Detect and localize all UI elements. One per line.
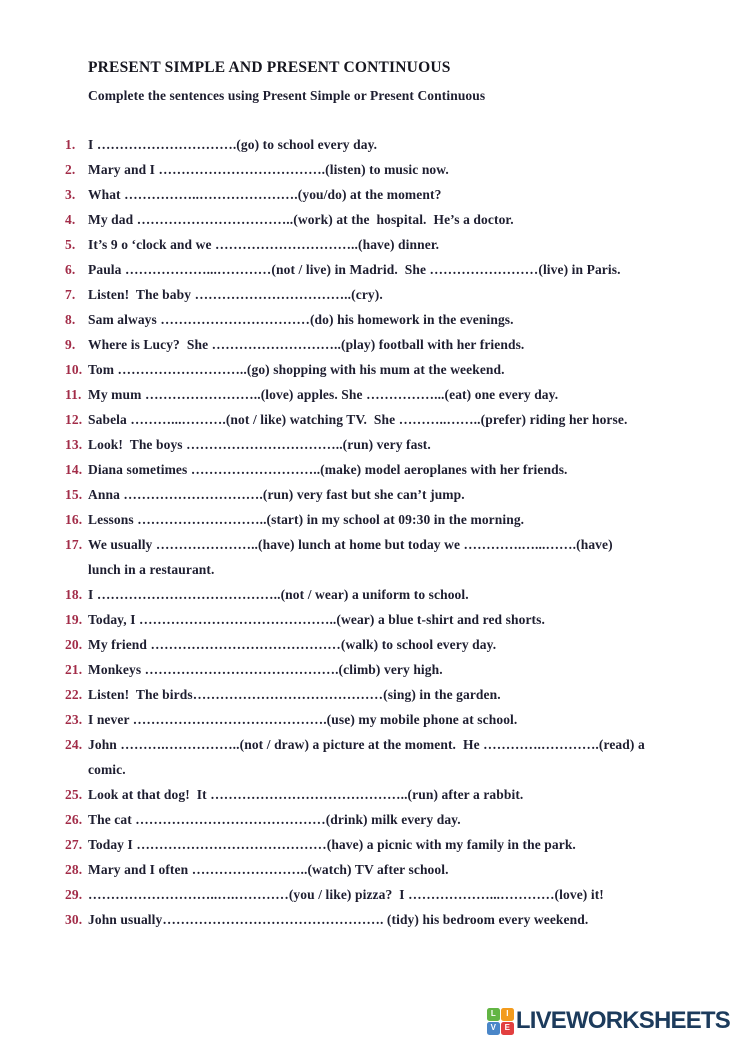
item-text: I never …………………………………….(use) my mobile phone at school.	[88, 712, 518, 727]
item-text: Sam always ……………………………(do) his homework in the evenings.	[88, 312, 514, 327]
item-body	[88, 457, 708, 482]
exercise-item	[65, 132, 708, 157]
page-title: PRESENT SIMPLE AND PRESENT CONTINUOUS	[88, 59, 451, 76]
item-number: 8.	[65, 312, 76, 327]
item-text: My friend ……………………………………(walk) to school every day.	[88, 637, 497, 652]
exercise-item	[65, 407, 708, 432]
item-text: Look at that dog! It ……………………………………..(run) after a rabbit.	[88, 787, 524, 802]
exercise-item	[65, 682, 708, 707]
exercise-item	[65, 532, 708, 582]
exercise-item	[65, 907, 708, 932]
exercise-item	[65, 157, 708, 182]
item-body	[88, 832, 708, 857]
item-body	[88, 582, 708, 607]
item-body	[88, 607, 708, 632]
item-number: 14.	[65, 462, 83, 477]
item-body	[88, 182, 708, 207]
item-body	[88, 407, 708, 432]
exercise-item	[65, 807, 708, 832]
item-body	[88, 707, 708, 732]
item-number: 29.	[65, 887, 83, 902]
exercise-item	[65, 332, 708, 357]
item-number: 6.	[65, 262, 76, 277]
item-number: 18.	[65, 587, 83, 602]
item-number: 9.	[65, 337, 76, 352]
item-text: Lessons ………………………..(start) in my school at 09:30 in the morning.	[88, 512, 525, 527]
item-body	[88, 332, 708, 357]
exercise-item	[65, 257, 708, 282]
item-body	[88, 857, 708, 882]
exercise-item	[65, 432, 708, 457]
item-body	[88, 307, 708, 332]
item-number: 11.	[65, 387, 82, 402]
item-number: 20.	[65, 637, 83, 652]
item-body	[88, 507, 708, 532]
item-number: 21.	[65, 662, 83, 677]
item-body	[88, 257, 708, 282]
item-body	[88, 657, 708, 682]
exercise-item	[65, 632, 708, 657]
item-number: 28.	[65, 862, 83, 877]
exercise-item	[65, 832, 708, 857]
item-text: Paula ………………...…………(not / live) in Madrid. She ……………………(live) in Paris.	[88, 262, 621, 277]
exercise-item	[65, 657, 708, 682]
item-text: What ……………..………………….(you/do) at the moment?	[88, 187, 442, 202]
item-text: My dad ……………………………..(work) at the hospital. He’s a doctor.	[88, 212, 514, 227]
item-text: Tom ………………………..(go) shopping with his mum at the weekend.	[88, 362, 505, 377]
liveworksheets-logo[interactable]	[487, 1007, 730, 1035]
liveworksheets-logo-icon	[487, 1008, 514, 1035]
exercise-item	[65, 282, 708, 307]
item-number: 16.	[65, 512, 83, 527]
exercise-item	[65, 182, 708, 207]
item-text: Mary and I ……………………………….(listen) to music now.	[88, 162, 449, 177]
exercise-item	[65, 457, 708, 482]
exercise-item	[65, 207, 708, 232]
exercise-item	[65, 857, 708, 882]
item-number: 5.	[65, 237, 76, 252]
item-number: 26.	[65, 812, 83, 827]
item-number: 7.	[65, 287, 76, 302]
exercise-item	[65, 607, 708, 632]
item-text: Where is Lucy? She ………………………..(play) football with her friends.	[88, 337, 525, 352]
exercise-item	[65, 582, 708, 607]
item-text: Today I ……………………………………(have) a picnic with my family in the park.	[88, 837, 576, 852]
item-body	[88, 282, 708, 307]
item-body	[88, 732, 708, 782]
item-number: 10.	[65, 362, 83, 377]
logo-tile-v: V	[487, 1022, 500, 1035]
logo-tile-l: L	[487, 1008, 500, 1021]
item-text: The cat ……………………………………(drink) milk every day.	[88, 812, 461, 827]
item-number: 24.	[65, 737, 83, 752]
item-number: 27.	[65, 837, 83, 852]
item-body	[88, 882, 708, 907]
item-text: Diana sometimes ………………………..(make) model aeroplanes with her friends.	[88, 462, 568, 477]
item-body	[88, 232, 708, 257]
item-number: 3.	[65, 187, 76, 202]
item-body	[88, 632, 708, 657]
exercise-item	[65, 707, 708, 732]
item-text: I …………………………………..(not / wear) a uniform to school.	[88, 587, 469, 602]
exercise-list	[65, 132, 708, 932]
item-text: Anna ………………………….(run) very fast but she can’t jump.	[88, 487, 465, 502]
item-body	[88, 682, 708, 707]
item-body	[88, 532, 708, 582]
item-number: 12.	[65, 412, 83, 427]
exercise-item	[65, 357, 708, 382]
exercise-item	[65, 882, 708, 907]
item-text: Sabela ………...……….(not / like) watching TV. She ………..……..(prefer) riding her horse.	[88, 412, 628, 427]
item-body	[88, 482, 708, 507]
item-number: 13.	[65, 437, 83, 452]
logo-tile-i: I	[501, 1008, 514, 1021]
item-number: 15.	[65, 487, 83, 502]
item-body	[88, 207, 708, 232]
item-body	[88, 907, 708, 932]
item-body	[88, 782, 708, 807]
item-number: 25.	[65, 787, 83, 802]
item-text: My mum ……………………..(love) apples. She ……………...(eat) one every day.	[88, 387, 559, 402]
exercise-item	[65, 307, 708, 332]
item-number: 30.	[65, 912, 83, 927]
item-number: 19.	[65, 612, 83, 627]
liveworksheets-logo-text: LIVEWORKSHEETS	[515, 1007, 730, 1034]
item-text: Look! The boys ……………………………..(run) very fast.	[88, 437, 431, 452]
item-text: It’s 9 o ‘clock and we …………………………..(have) dinner.	[88, 237, 440, 252]
exercise-item	[65, 732, 708, 782]
page-subtitle: Complete the sentences using Present Simple or Present Continuous	[88, 88, 486, 103]
item-body	[88, 807, 708, 832]
item-text: John ……….……………..(not / draw) a picture at the moment. He ………….………….(read) a	[88, 737, 645, 752]
item-body	[88, 157, 708, 182]
item-text-continuation: comic.	[88, 762, 126, 777]
exercise-item	[65, 232, 708, 257]
item-body	[88, 357, 708, 382]
item-body	[88, 382, 708, 407]
item-body	[88, 132, 708, 157]
item-text: We usually …………………..(have) lunch at home but today we ………….…...…….(have)	[88, 537, 613, 552]
item-number: 22.	[65, 687, 83, 702]
item-text-continuation: lunch in a restaurant.	[88, 562, 215, 577]
item-text: Today, I ……………………………………..(wear) a blue t-shirt and red shorts.	[88, 612, 545, 627]
item-text: I ………………………….(go) to school every day.	[88, 137, 378, 152]
item-number: 17.	[65, 537, 83, 552]
item-text: John usually…………………………………………. (tidy) his bedroom every weekend.	[88, 912, 589, 927]
item-number: 23.	[65, 712, 83, 727]
item-number: 1.	[65, 137, 76, 152]
item-text: ………………………..….…………(you / like) pizza? I ………………...…………(love) it!	[88, 887, 604, 902]
item-text: Listen! The birds……………………………………(sing) in the garden.	[88, 687, 501, 702]
exercise-item	[65, 782, 708, 807]
exercise-item	[65, 507, 708, 532]
item-number: 2.	[65, 162, 76, 177]
item-text: Mary and I often ……………………..(watch) TV after school.	[88, 862, 449, 877]
item-number: 4.	[65, 212, 76, 227]
item-body	[88, 432, 708, 457]
exercise-item	[65, 382, 708, 407]
exercise-item	[65, 482, 708, 507]
item-text: Monkeys …………………………………….(climb) very high.	[88, 662, 443, 677]
logo-tile-e: E	[501, 1022, 514, 1035]
item-text: Listen! The baby ……………………………..(cry).	[88, 287, 383, 302]
